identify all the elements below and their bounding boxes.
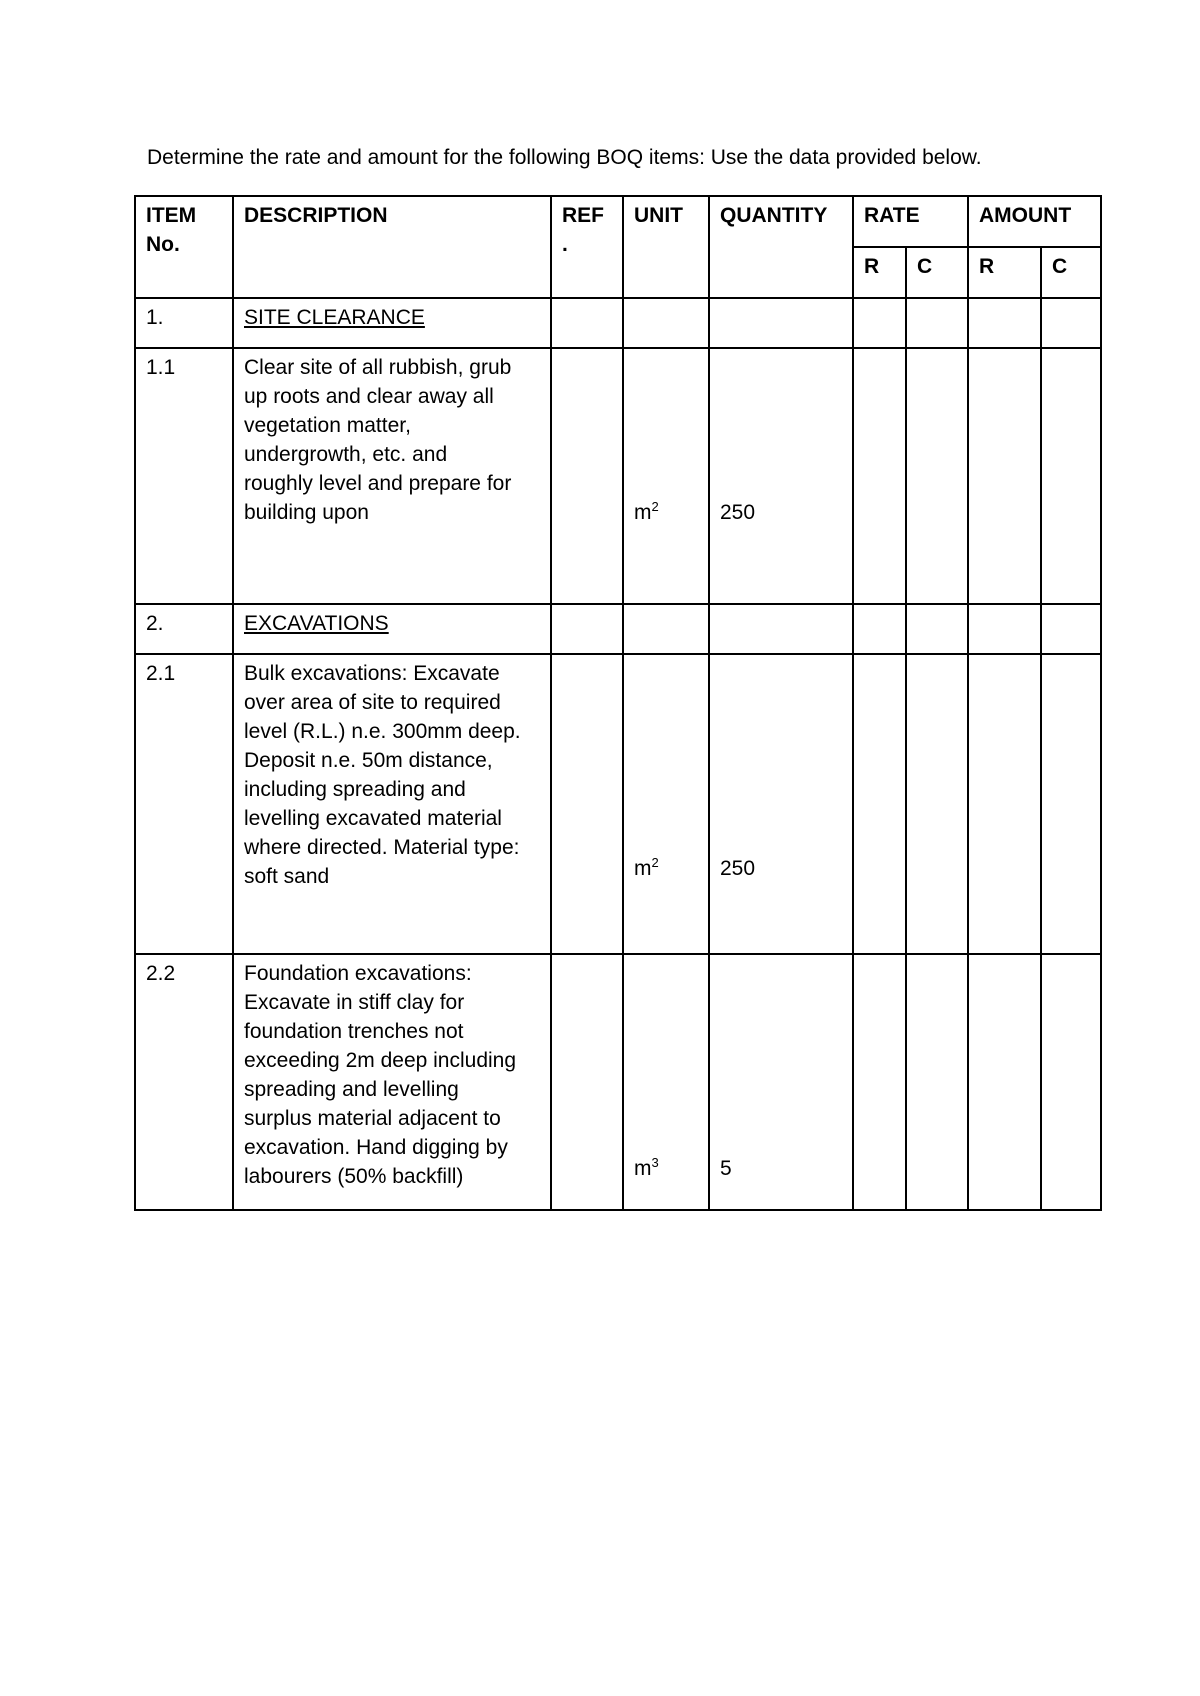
table-row <box>135 604 1101 654</box>
rate-r-cell[interactable] <box>853 954 906 1210</box>
item-description <box>233 654 551 954</box>
amount-c-cell[interactable] <box>1041 954 1101 1210</box>
description-line: up roots and clear away all <box>244 385 494 408</box>
amount-c-cell[interactable] <box>1041 348 1101 604</box>
description-line: Clear site of all rubbish, grub <box>244 356 512 379</box>
description-line: surplus material adjacent to <box>244 1107 501 1130</box>
header-item-no <box>135 196 233 298</box>
item-number: 2.1 <box>135 654 233 954</box>
section-heading: SITE CLEARANCE <box>233 298 551 348</box>
amount-r-cell[interactable] <box>968 954 1041 1210</box>
description-line: foundation trenches not <box>244 1020 464 1043</box>
description-line: levelling excavated material <box>244 807 502 830</box>
header-item-no-line2: No. <box>146 233 180 256</box>
ref-cell[interactable] <box>551 654 623 954</box>
rate-c-cell[interactable] <box>906 954 968 1210</box>
quantity-cell <box>709 654 853 954</box>
item-description <box>233 954 551 1210</box>
header-rate: RATE <box>853 196 968 247</box>
header-ref-line2: . <box>562 233 568 256</box>
header-amount-r: R <box>968 247 1041 298</box>
item-number: 2.2 <box>135 954 233 1210</box>
header-amount: AMOUNT <box>968 196 1101 247</box>
amount-c-cell[interactable] <box>1041 298 1101 348</box>
unit-cell[interactable] <box>623 298 709 348</box>
unit-base: m <box>634 1157 652 1180</box>
section-heading: EXCAVATIONS <box>233 604 551 654</box>
unit-cell <box>623 654 709 954</box>
unit-cell <box>623 348 709 604</box>
rate-c-cell[interactable] <box>906 298 968 348</box>
item-number: 1.1 <box>135 348 233 604</box>
unit-base: m <box>634 501 652 524</box>
item-description <box>233 348 551 604</box>
amount-r-cell[interactable] <box>968 348 1041 604</box>
table-row <box>135 348 1101 604</box>
header-rate-r: R <box>853 247 906 298</box>
table-row <box>135 954 1101 1210</box>
quantity-cell[interactable] <box>709 298 853 348</box>
unit-exponent: 2 <box>651 499 659 514</box>
header-ref <box>551 196 623 298</box>
description-line: labourers (50% backfill) <box>244 1165 464 1188</box>
description-line: soft sand <box>244 865 330 888</box>
quantity-value: 5 <box>720 1157 732 1180</box>
header-unit: UNIT <box>623 196 709 298</box>
description-line: Bulk excavations: Excavate <box>244 662 500 685</box>
boq-table <box>134 195 1102 1211</box>
ref-cell[interactable] <box>551 604 623 654</box>
header-amount-c: C <box>1041 247 1101 298</box>
ref-cell[interactable] <box>551 298 623 348</box>
rate-c-cell[interactable] <box>906 604 968 654</box>
unit-cell[interactable] <box>623 604 709 654</box>
amount-r-cell[interactable] <box>968 654 1041 954</box>
item-number: 1. <box>135 298 233 348</box>
table-row <box>135 654 1101 954</box>
header-description: DESCRIPTION <box>233 196 551 298</box>
description-line: undergrowth, etc. and <box>244 443 448 466</box>
quantity-value: 250 <box>720 857 756 880</box>
header-quantity: QUANTITY <box>709 196 853 298</box>
description-line: Excavate in stiff clay for <box>244 991 465 1014</box>
description-line: spreading and levelling <box>244 1078 459 1101</box>
description-line: level (R.L.) n.e. 300mm deep. <box>244 720 521 743</box>
rate-r-cell[interactable] <box>853 298 906 348</box>
rate-c-cell[interactable] <box>906 654 968 954</box>
quantity-cell <box>709 954 853 1210</box>
unit-exponent: 2 <box>651 855 659 870</box>
ref-cell[interactable] <box>551 348 623 604</box>
description-line: where directed. Material type: <box>244 836 520 859</box>
unit-cell <box>623 954 709 1210</box>
quantity-cell[interactable] <box>709 604 853 654</box>
rate-r-cell[interactable] <box>853 348 906 604</box>
ref-cell[interactable] <box>551 954 623 1210</box>
quantity-value: 250 <box>720 501 756 524</box>
description-line: excavation. Hand digging by <box>244 1136 508 1159</box>
description-line: Deposit n.e. 50m distance, <box>244 749 493 772</box>
header-row <box>135 196 1101 247</box>
table-row <box>135 298 1101 348</box>
rate-c-cell[interactable] <box>906 348 968 604</box>
description-line: exceeding 2m deep including <box>244 1049 517 1072</box>
description-line: including spreading and <box>244 778 466 801</box>
description-line: over area of site to required <box>244 691 501 714</box>
unit-exponent: 3 <box>651 1155 659 1170</box>
description-line: building upon <box>244 501 369 524</box>
description-line: vegetation matter, <box>244 414 411 437</box>
amount-r-cell[interactable] <box>968 604 1041 654</box>
description-line: Foundation excavations: <box>244 962 472 985</box>
header-rate-c: C <box>906 247 968 298</box>
rate-r-cell[interactable] <box>853 604 906 654</box>
quantity-cell <box>709 348 853 604</box>
unit-base: m <box>634 857 652 880</box>
description-line: roughly level and prepare for <box>244 472 512 495</box>
rate-r-cell[interactable] <box>853 654 906 954</box>
header-ref-line1: REF <box>562 204 604 227</box>
item-number: 2. <box>135 604 233 654</box>
instruction-text: Determine the rate and amount for the following BOQ items: Use the data provided below. <box>147 146 982 169</box>
header-item-no-line1: ITEM <box>146 204 197 227</box>
amount-c-cell[interactable] <box>1041 604 1101 654</box>
amount-c-cell[interactable] <box>1041 654 1101 954</box>
amount-r-cell[interactable] <box>968 298 1041 348</box>
